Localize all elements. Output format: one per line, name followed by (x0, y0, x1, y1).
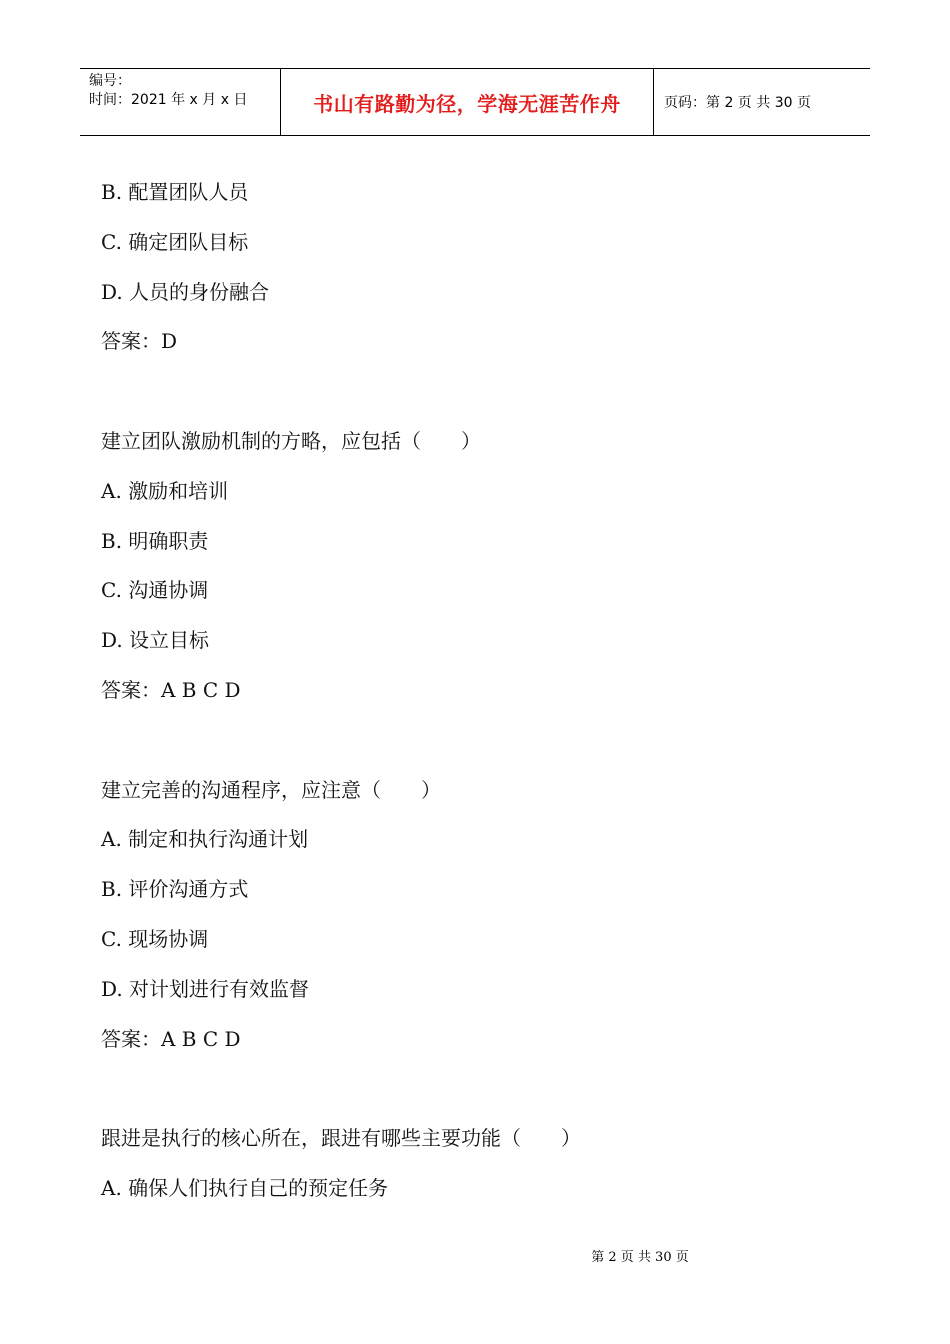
option-line: B. 评价沟通方式 (101, 877, 249, 902)
option-line: A. 激励和培训 (101, 478, 229, 503)
page-header (80, 68, 870, 136)
option-line: D. 人员的身份融合 (101, 279, 270, 304)
blank-line (101, 1068, 861, 1118)
option-line: D. 设立目标 (101, 628, 210, 653)
option-line: A. 制定和执行沟通计划 (101, 827, 309, 852)
page-footer: 第 2 页 共 30 页 (591, 1250, 689, 1265)
header-motto: 书山有路勤为径，学海无涯苦作舟 (281, 69, 654, 135)
blank-line (101, 720, 861, 770)
blank-line (101, 371, 861, 421)
option-line: C. 现场协调 (101, 926, 209, 951)
option-line: A. 确保人们执行自己的预定任务 (101, 1175, 389, 1200)
option-line: B. 配置团队人员 (101, 180, 249, 204)
answer-line: 答案：D (101, 329, 178, 354)
option-line: C. 沟通协调 (101, 578, 209, 603)
answer-line: 答案：A B C D (101, 677, 241, 702)
header-meta (80, 69, 281, 135)
option-line: C. 确定团队目标 (101, 229, 249, 254)
question-line: 跟进是执行的核心所在，跟进有哪些主要功能（ ） (101, 1126, 581, 1151)
document-number-label: 编号： (89, 73, 131, 89)
document-time-label: 时间：2021 年 x 月 x 日 (89, 92, 248, 108)
question-line: 建立团队激励机制的方略，应包括（ ） (101, 428, 481, 453)
document-body (101, 172, 861, 1218)
option-line: B. 明确职责 (101, 528, 209, 553)
header-page-info: 页码：第 2 页 共 30 页 (664, 95, 811, 111)
option-line: D. 对计划进行有效监督 (101, 976, 310, 1001)
question-line: 建立完善的沟通程序，应注意（ ） (101, 777, 441, 802)
answer-line: 答案：A B C D (101, 1026, 241, 1051)
